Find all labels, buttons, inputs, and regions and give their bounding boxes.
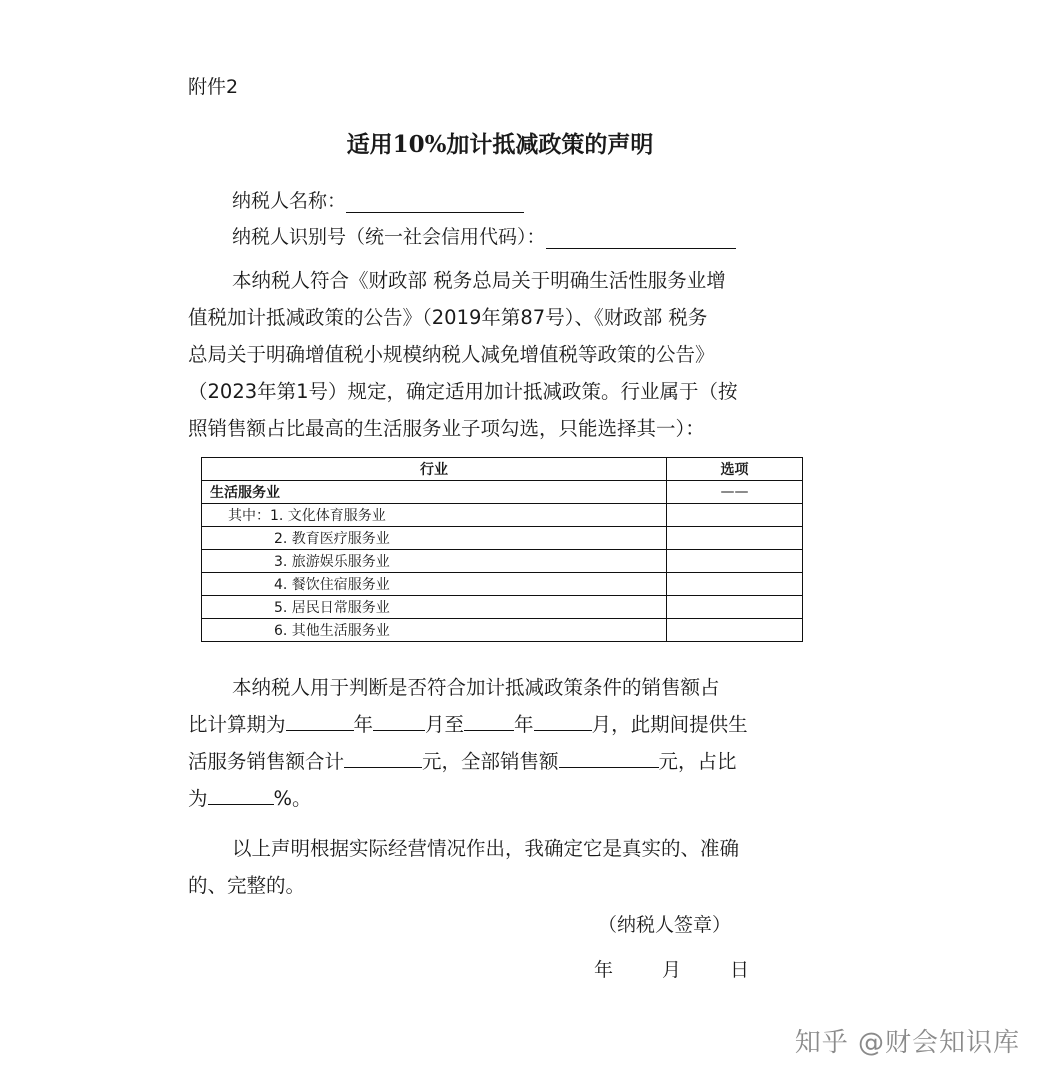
taxpayer-id-row bbox=[232, 222, 736, 249]
header-industry: 行业 bbox=[202, 458, 667, 481]
taxpayer-id-label: 纳税人识别号（统一社会信用代码）： bbox=[232, 226, 546, 248]
ratio-percent-blank[interactable] bbox=[208, 784, 274, 805]
row-label: 4. 餐饮住宿服务业 bbox=[202, 573, 667, 596]
row-option-checkbox[interactable] bbox=[667, 573, 803, 596]
table-row bbox=[202, 527, 803, 550]
ratio-text: 活服务销售额合计 bbox=[188, 750, 345, 773]
ratio-line bbox=[188, 706, 748, 743]
declaration-line: 以上声明根据实际经营情况作出，我确定它是真实的、准确 bbox=[232, 837, 740, 860]
taxpayer-name-row bbox=[232, 186, 524, 213]
taxpayer-name-blank[interactable] bbox=[346, 192, 524, 213]
end-month-blank[interactable] bbox=[534, 710, 592, 731]
ratio-text: 年 bbox=[514, 713, 534, 736]
row-label: 2. 教育医疗服务业 bbox=[202, 527, 667, 550]
taxpayer-name-label: 纳税人名称： bbox=[232, 190, 347, 212]
table-row bbox=[202, 619, 803, 642]
table-row bbox=[202, 573, 803, 596]
row-label: 5. 居民日常服务业 bbox=[202, 596, 667, 619]
statement-line: 总局关于明确增值税小规模纳税人减免增值税等政策的公告》 bbox=[188, 343, 715, 366]
row-option-checkbox[interactable] bbox=[667, 527, 803, 550]
total-sales-blank[interactable] bbox=[559, 747, 659, 768]
row-option-checkbox[interactable] bbox=[667, 596, 803, 619]
ratio-paragraph bbox=[188, 669, 748, 817]
statement-line: （2023年第1号）规定，确定适用加计抵减政策。行业属于（按 bbox=[188, 380, 738, 403]
date-year: 年 bbox=[594, 959, 614, 981]
table-row bbox=[202, 596, 803, 619]
row-option-cell bbox=[667, 481, 803, 504]
date-day: 日 bbox=[730, 959, 750, 981]
ratio-text: 比计算期为 bbox=[188, 713, 286, 736]
ratio-text: 月至 bbox=[425, 713, 465, 736]
statement-line: 值税加计抵减政策的公告》（2019年第87号）、《财政部 税务 bbox=[188, 306, 708, 329]
ratio-line bbox=[188, 743, 748, 780]
declaration-line: 的、完整的。 bbox=[188, 874, 306, 897]
row-option-checkbox[interactable] bbox=[667, 504, 803, 527]
statement-line: 照销售额占比最高的生活服务业子项勾选，只能选择其一）： bbox=[188, 417, 705, 440]
ratio-text: 月，此期间提供生 bbox=[591, 713, 748, 736]
industry-table bbox=[201, 457, 803, 642]
row-option-dash: —— bbox=[720, 484, 749, 500]
ratio-line: 本纳税人用于判断是否符合加计抵减政策条件的销售额占 bbox=[232, 676, 720, 699]
table-row bbox=[202, 504, 803, 527]
seal-label: （纳税人签章） bbox=[598, 914, 732, 936]
start-year-blank[interactable] bbox=[286, 710, 354, 731]
row-label: 6. 其他生活服务业 bbox=[202, 619, 667, 642]
table-row bbox=[202, 550, 803, 573]
taxpayer-id-blank[interactable] bbox=[546, 228, 736, 249]
header-option: 选项 bbox=[667, 458, 803, 481]
statement-paragraph bbox=[188, 262, 738, 447]
end-year-blank[interactable] bbox=[464, 710, 514, 731]
ratio-text: 元，全部销售额 bbox=[422, 750, 559, 773]
start-month-blank[interactable] bbox=[373, 710, 425, 731]
table-header-row bbox=[202, 458, 803, 481]
row-label: 3. 旅游娱乐服务业 bbox=[202, 550, 667, 573]
row-option-checkbox[interactable] bbox=[667, 619, 803, 642]
row-label: 生活服务业 bbox=[202, 481, 667, 504]
ratio-text: 年 bbox=[353, 713, 374, 736]
table-row bbox=[202, 481, 803, 504]
watermark: 知乎 @财会知识库 bbox=[794, 1028, 1020, 1058]
row-option-checkbox[interactable] bbox=[667, 550, 803, 573]
declaration-paragraph bbox=[188, 830, 739, 904]
date-month: 月 bbox=[662, 959, 682, 981]
ratio-text: 元，占比 bbox=[658, 750, 737, 773]
attachment-label: 附件2 bbox=[188, 76, 239, 98]
ratio-text: 为 bbox=[188, 787, 208, 810]
service-sales-blank[interactable] bbox=[344, 747, 422, 768]
ratio-text: %。 bbox=[273, 787, 312, 810]
statement-line: 本纳税人符合《财政部 税务总局关于明确生活性服务业增 bbox=[232, 269, 726, 292]
page-title: 适用10%加计抵减政策的声明 bbox=[346, 131, 654, 158]
row-label: 其中：1. 文化体育服务业 bbox=[202, 504, 667, 527]
ratio-line bbox=[188, 780, 748, 817]
